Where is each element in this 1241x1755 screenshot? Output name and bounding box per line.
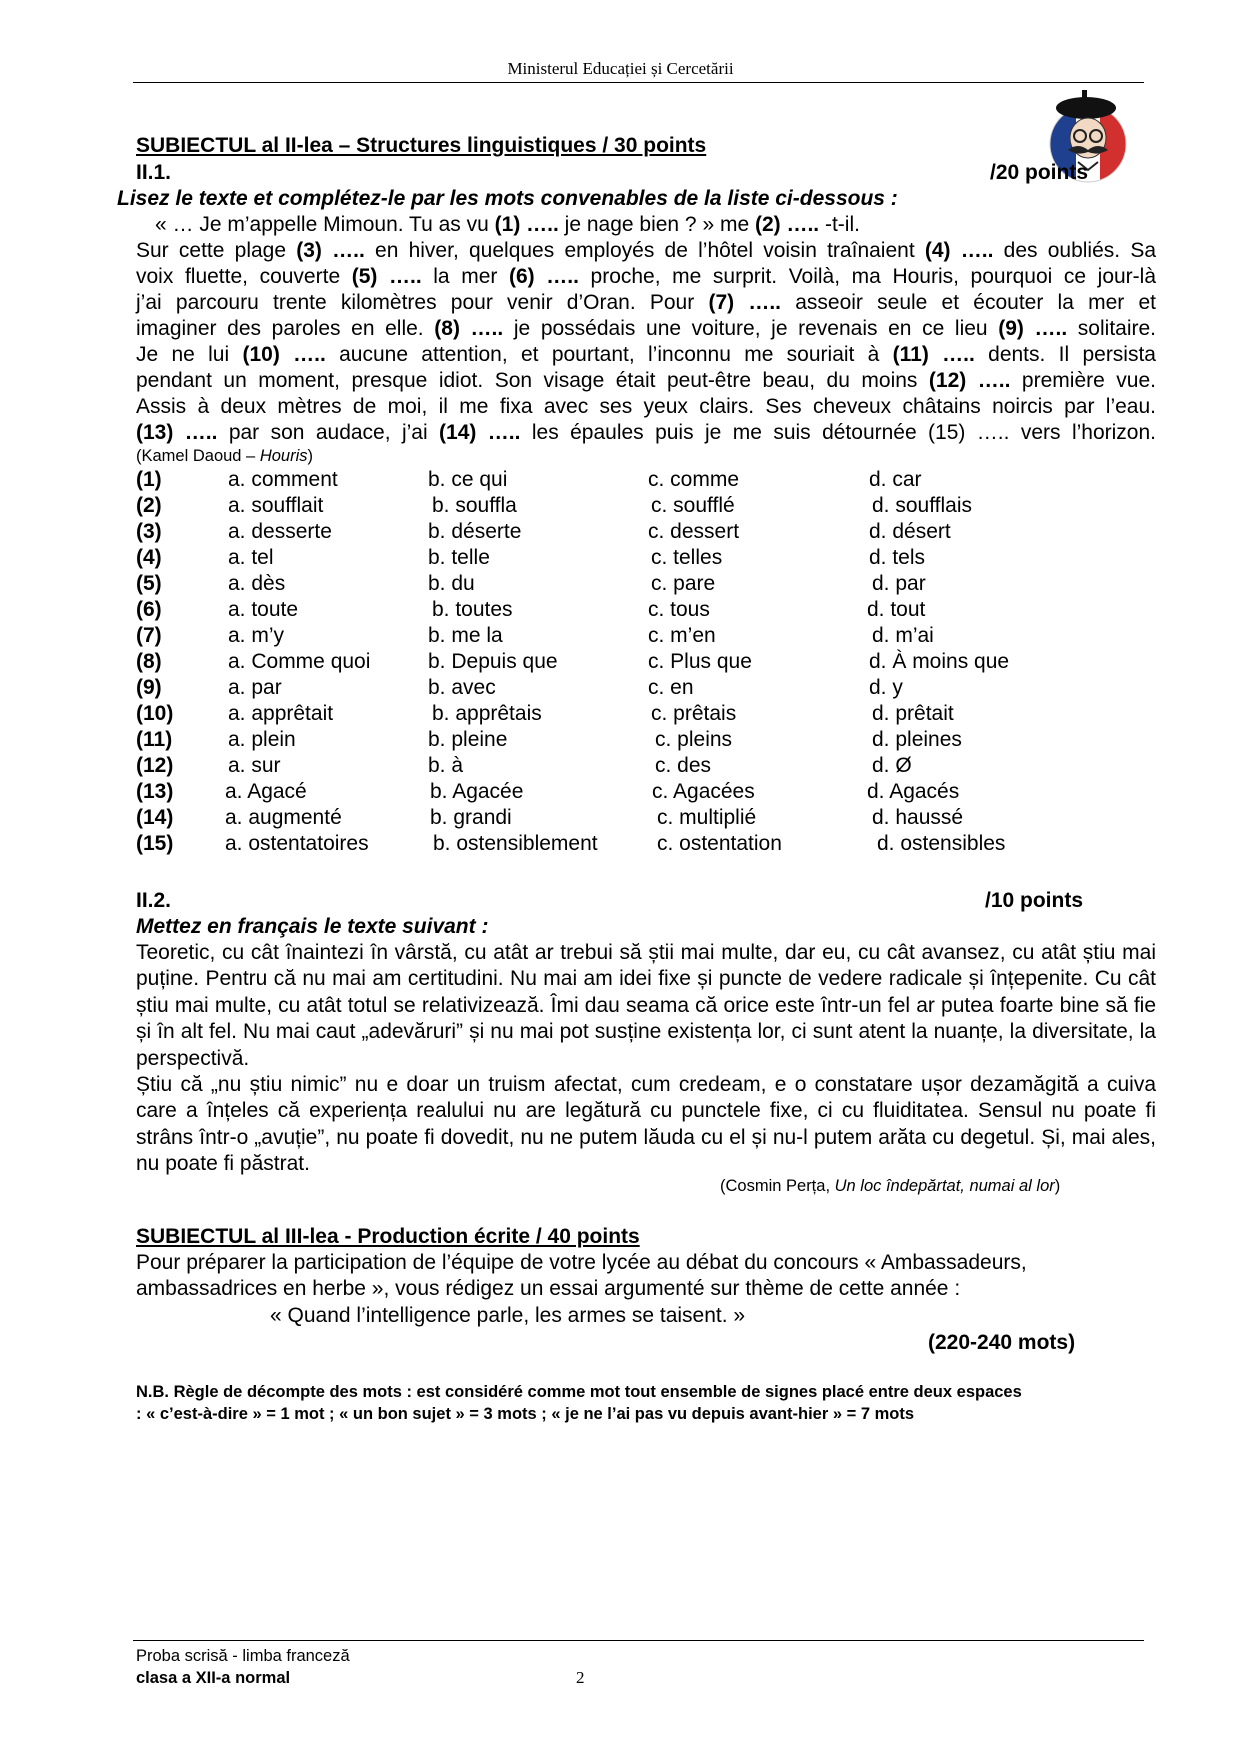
text-line-2: Sur cette plage (3) ….. en hiver, quelques employés de l’hôtel voisin traînaient (4) ….. des oubliés. Sa: [136, 239, 1157, 262]
footer-class: clasa a XII-a normal: [136, 1669, 291, 1687]
subject3-title: SUBIECTUL al III-lea - Production écrite / 40 points: [136, 1225, 640, 1248]
ex2-text: [136, 940, 1156, 1178]
footer-exam: Proba scrisă - limba franceză: [136, 1647, 350, 1665]
subject3-quote: « Quand l’intelligence parle, les armes se taisent. »: [270, 1304, 746, 1327]
nb-line-1: N.B. Règle de décompte des mots : est considéré comme mot tout ensemble de signes placé entre deux espaces: [136, 1383, 1022, 1401]
subject2-title: SUBIECTUL al II-lea – Structures linguistiques / 30 points: [136, 134, 707, 157]
text-line-7: pendant un moment, presque idiot. Son visage était peut-être beau, du moins (12) ….. première vue.: [136, 369, 1156, 392]
ex2-source: (Cosmin Perța, Un loc îndepărtat, numai al lor): [720, 1177, 1061, 1195]
page-number: 2: [576, 1668, 585, 1687]
ex2-label: II.2.: [136, 889, 172, 912]
ex1-source: (Kamel Daoud – Houris): [136, 447, 314, 465]
ex2-paragraph-2: Știu că „nu știu nimic” nu e doar un truism afectat, cum credeam, e o constatare ușor dezamăgită a cuiva care a înțeles că experiența realului nu are legătură cu punctele fixe, ci cu fluiditatea. Sensul nu poate fi strâns într-o „avuție”, nu poate fi dovedit, nu ne putem lăuda cu el și nu-l putem arăta cu degetul. Și, mai ales, nu poate fi păstrat.: [136, 1073, 1156, 1176]
subject3-words: (220-240 mots): [928, 1331, 1076, 1354]
ex1-instruction: Lisez le texte et complétez-le par les mots convenables de la liste ci-dessous :: [117, 187, 898, 210]
text-line-1: « … Je m’appelle Mimoun. Tu as vu (1) ….. je nage bien ? » me (2) ….. -t-il.: [155, 213, 860, 236]
text-line-6: Je ne lui (10) ….. aucune attention, et pourtant, l’inconnu me souriait à (11) ….. dents. Il persista: [136, 343, 1156, 366]
text-line-3: voix fluette, couverte (5) ….. la mer (6) ….. proche, me surprit. Voilà, ma Houris, pourquoi ce jour-là: [136, 265, 1157, 288]
ex1-points: /20 points: [990, 161, 1089, 184]
subject3-text: Pour préparer la participation de l’équipe de votre lycée au débat du concours « Ambassadeurs, ambassadrices en herbe », vous rédigez un essai argumenté sur thème de cette année :: [136, 1251, 1027, 1301]
text-line-9: (13) ….. par son audace, j’ai (14) ….. les épaules puis je me suis détournée (15) ….. vers l’horizon.: [136, 421, 1156, 444]
header-ministry: Ministerul Educației și Cercetării: [507, 59, 734, 78]
ex2-paragraph-1: Teoretic, cu cât înaintezi în vârstă, cu atât ar trebui să știi mai multe, dar eu, cu cât avansez, cu atât știu mai puține. Pentru că nu mai am certitudini. Nu mai am idei fixe și puncte de vedere radicale și înțepenite. Cu cât știu mai multe, cu atât totul se relativizează. Îmi dau seama că orice este într-un fel ar putea foarte bine să fie și în alt fel. Nu mai caut „adevăruri” și nu mai pot susține existența lor, ci sunt atent la nuanțe, la diversitate, la perspectivă.: [136, 941, 1156, 1070]
header-rule: [133, 82, 1144, 83]
text-line-5: imaginer des paroles en elle. (8) ….. je possédais une voiture, je revenais en ce lieu (9) ….. solitaire.: [136, 317, 1157, 340]
nb-line-2: : « c’est-à-dire » = 1 mot ; « un bon sujet » = 3 mots ; « je ne l’ai pas vu depuis avant-hier » = 7 mots: [136, 1405, 915, 1423]
ex2-instruction: Mettez en français le texte suivant :: [136, 915, 489, 938]
text-line-8: Assis à deux mètres de moi, il me fixa avec ses yeux clairs. Ses cheveux châtains noircis par l’eau.: [136, 395, 1156, 418]
footer-rule: [133, 1640, 1144, 1641]
ex1-label: II.1.: [136, 161, 172, 184]
ex2-points: /10 points: [985, 889, 1084, 912]
text-line-4: j’ai parcouru trente kilomètres pour venir d’Oran. Pour (7) ….. asseoir seule et écouter la mer et: [136, 291, 1157, 314]
